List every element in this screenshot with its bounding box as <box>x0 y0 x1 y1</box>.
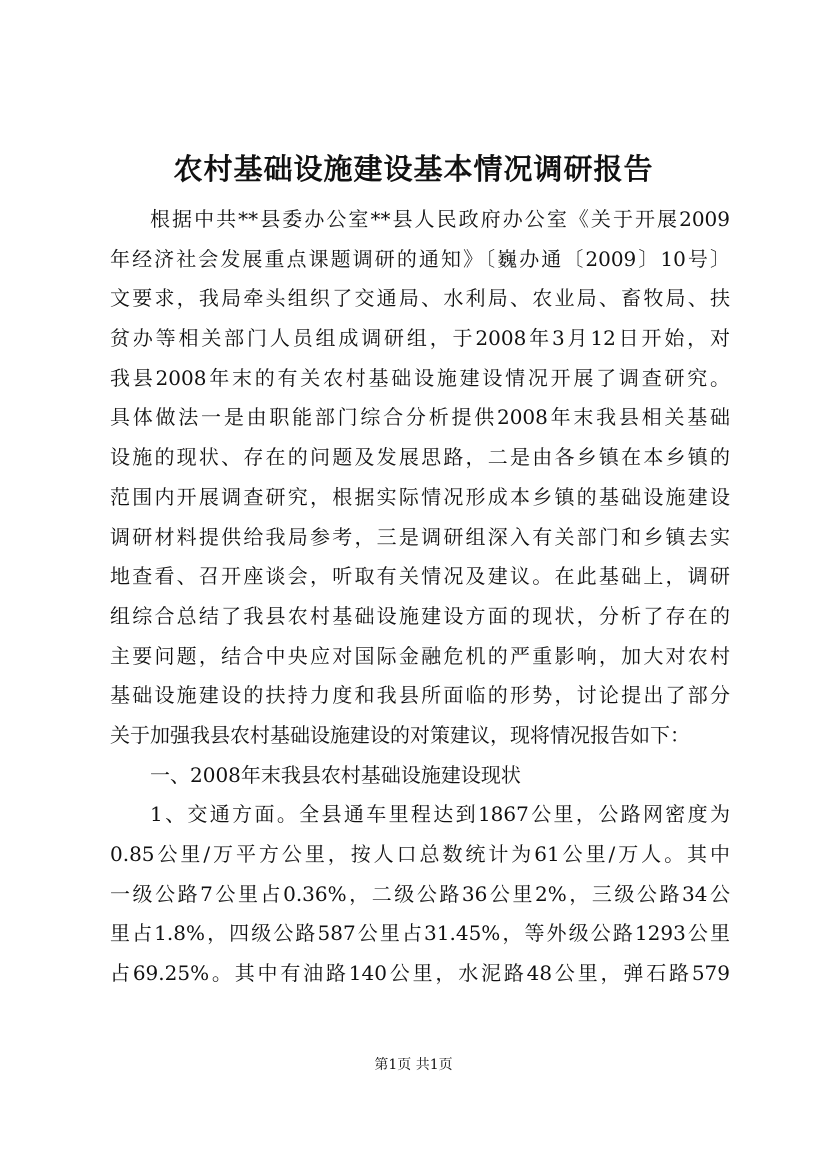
page-footer: 第1页 共1页 <box>374 1057 453 1073</box>
intro-line-9: 调研材料提供给我局参考，三是调研组深入有关部门和乡镇去实 <box>110 524 730 549</box>
intro-line-1: 根据中共**县委办公室**县人民政府办公室《关于开展2009 <box>150 207 730 231</box>
intro-line-3: 文要求，我局牵头组织了交通局、水利局、农业局、畜牧局、扶 <box>110 286 730 311</box>
document-body <box>110 200 730 994</box>
intro-line-2: 年经济社会发展重点课题调研的通知》〔巍办通〔2009〕10号〕 <box>110 246 730 271</box>
transport-line-2: 0.85公里/万平方公里，按人口总数统计为61公里/万人。其中 <box>110 842 730 866</box>
intro-line-7: 设施的现状、存在的问题及发展思路，二是由各乡镇在本乡镇的 <box>110 445 730 470</box>
intro-line-4: 贫办等相关部门人员组成调研组，于2008年3月12日开始，对 <box>110 326 730 351</box>
transport-line-3: 一级公路7公里占0.36%，二级公路36公里2%，三级公路34公 <box>110 881 730 906</box>
transport-line-4: 里占1.8%，四级公路587公里占31.45%，等外级公路1293公里 <box>110 921 730 946</box>
intro-line-8: 范围内开展调查研究，根据实际情况形成本乡镇的基础设施建设 <box>110 484 730 509</box>
document-title: 农村基础设施建设基本情况调研报告 <box>173 152 654 186</box>
transport-line-1: 1、交通方面。全县通车里程达到1867公里，公路网密度为 <box>150 802 730 827</box>
intro-line-6: 具体做法一是由职能部门综合分析提供2008年末我县相关基础 <box>110 405 730 430</box>
intro-line-14: 关于加强我县农村基础设施建设的对策建议，现将情况报告如下： <box>110 722 690 747</box>
intro-line-5: 我县2008年末的有关农村基础设施建设情况开展了调查研究。 <box>110 365 730 390</box>
intro-line-11: 组综合总结了我县农村基础设施建设方面的现状，分析了存在的 <box>110 603 730 628</box>
intro-line-12: 主要问题，结合中央应对国际金融危机的严重影响，加大对农村 <box>110 643 730 668</box>
intro-line-10: 地查看、召开座谈会，听取有关情况及建议。在此基础上，调研 <box>110 564 730 589</box>
intro-line-13: 基础设施建设的扶持力度和我县所面临的形势，讨论提出了部分 <box>110 683 730 708</box>
section-heading: 一、2008年末我县农村基础设施建设现状 <box>150 762 521 787</box>
transport-line-5: 占69.25%。其中有油路140公里，水泥路48公里，弹石路579 <box>110 961 730 986</box>
